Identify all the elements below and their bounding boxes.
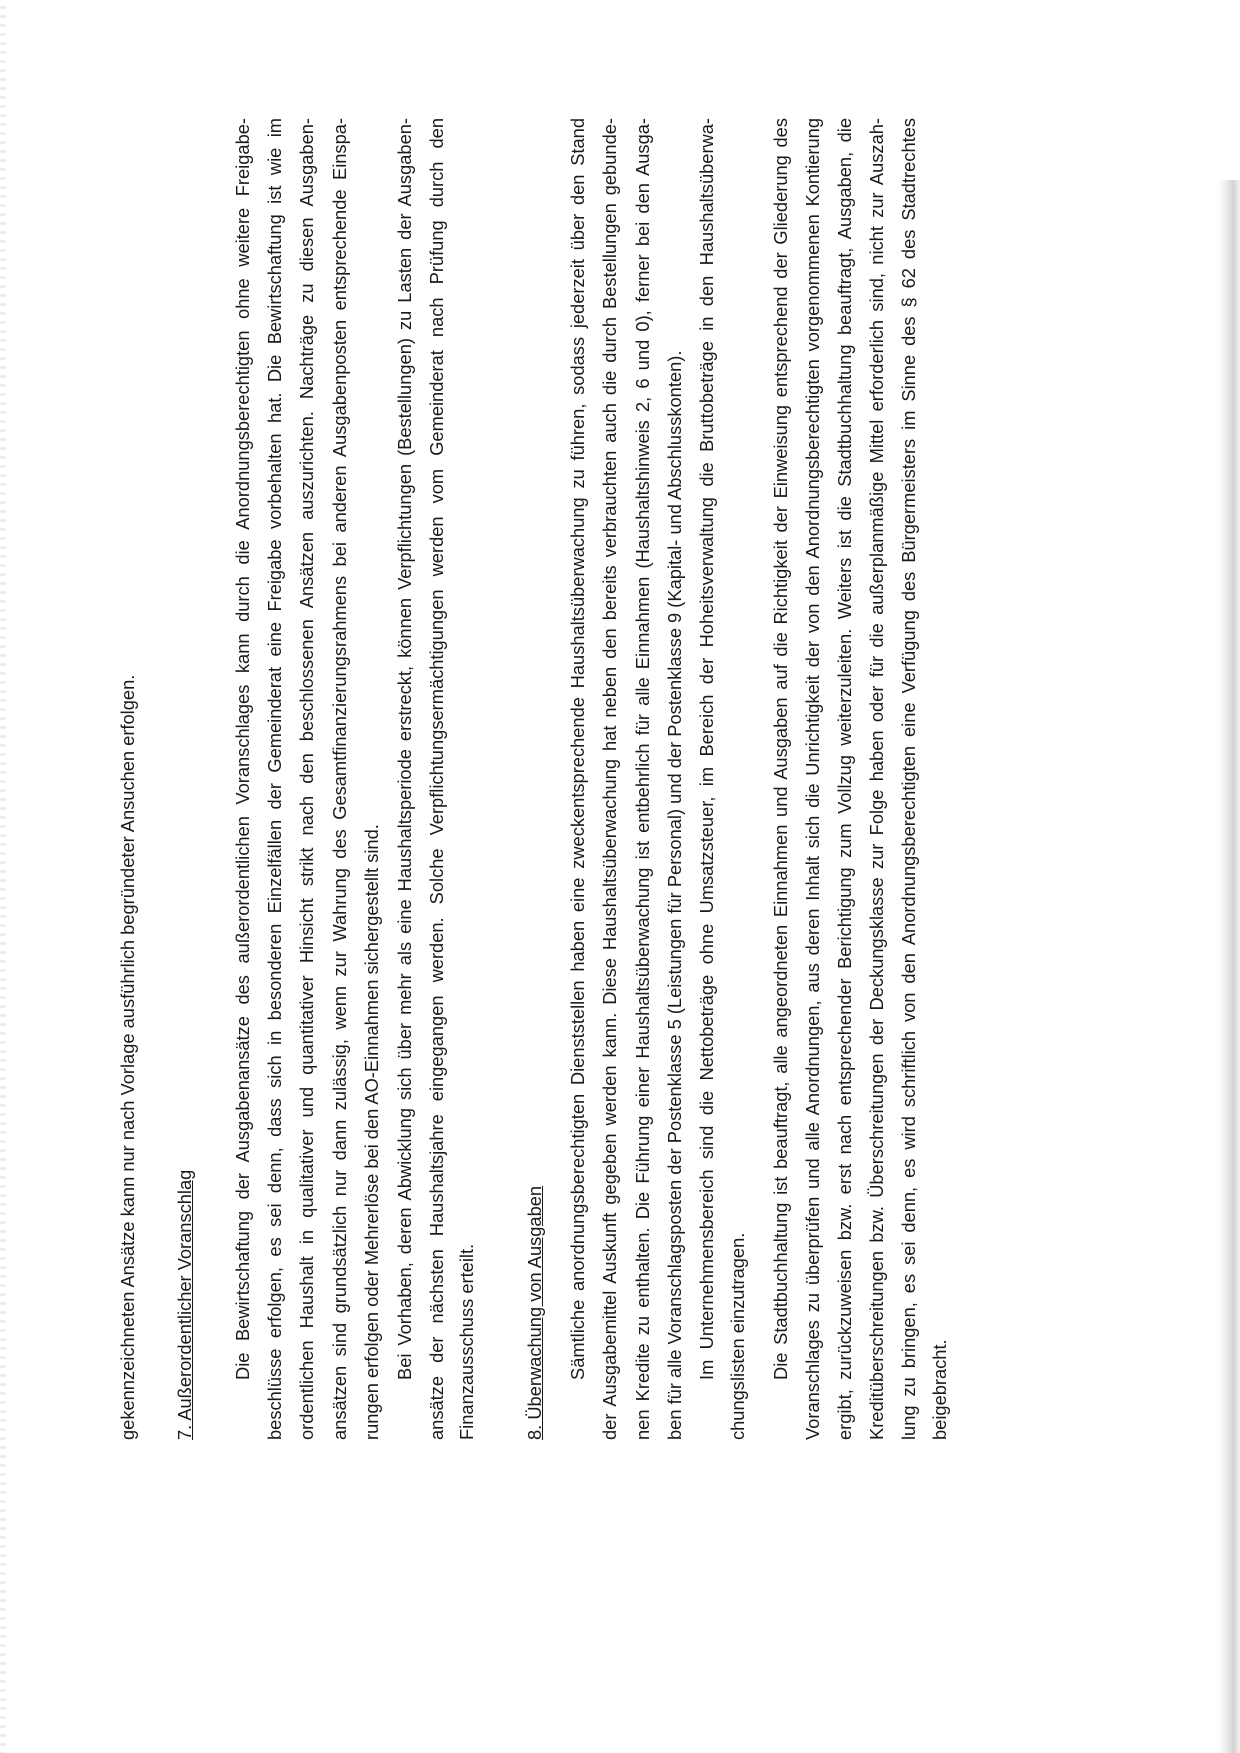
paragraph-line: Im Unternehmensbereich sind die Nettobeträge ohne Umsatzsteuer, im Bereich der Hoheitsverwaltung die Bruttobeträge in den Haushaltsüberwa- (696, 118, 717, 1380)
paragraph-line: der Ausgabemittel Auskunft gegeben werden kann. Diese Haushaltsüberwachung hat neben den bereits verbrauchten auch die durch Bestellungen gebunde- (599, 118, 620, 1440)
paragraph-line: ergibt, zurückzuweisen bzw. erst nach entsprechender Berichtigung zum Vollzug weiterzuleiten. Weiters ist die Stadtbuchhaltung beauftragt, Ausgaben, die (834, 118, 855, 1440)
paragraph-line: ansätzen sind grundsätzlich nur dann zulässig, wenn zur Wahrung des Gesamtfinanzierungsrahmens bei anderen Ausgabenposten entsprechende Einspa- (329, 118, 350, 1440)
section-heading: 8. Überwachung von Ausgaben (524, 1185, 545, 1440)
paragraph-line: beigebracht. (929, 1339, 950, 1440)
paragraph-line: Die Bewirtschaftung der Ausgabenansätze des außerordentlichen Voranschlages kann durch die Anordnungsberechtigten ohne weitere Freigabe- (232, 118, 253, 1380)
paragraph-line: ordentlichen Haushalt in qualitativer und quantitativer Hinsicht strikt nach den beschlossenen Ansätzen auszurichten. Nachträge zu diesen Ausgaben- (296, 118, 317, 1440)
paragraph-line: Sämtliche anordnungsberechtigten Dienststellen haben eine zweckentsprechende Haushaltsüberwachung zu führen, sodass jederzeit über den Stand (567, 118, 588, 1380)
paragraph-line: chungslisten einzutragen. (727, 1232, 748, 1440)
paragraph-line: rungen erfolgen oder Mehrerlöse bei den AO-Einnahmen sichergestellt sind. (361, 824, 382, 1440)
paragraph-line: Die Stadtbuchhaltung ist beauftragt, alle angeordneten Einnahmen und Ausgaben auf die Richtigkeit der Einweisung entsprechend der Gliederung des (770, 118, 791, 1380)
paragraph-line: Voranschlages zu überprüfen und alle Anordnungen, aus deren Inhalt sich die Unrichtigkeit der von den Anordnungsberechtigten vorgenommenen Kontierung (802, 118, 823, 1440)
paragraph-line: Kreditüberschreitungen bzw. Überschreitungen der Deckungsklasse zur Folge haben oder für die außerplanmäßige Mittel erforderlich sind, nicht zur Auszah- (866, 118, 887, 1440)
section-heading: 7. Außerordentlicher Voranschlag (174, 1169, 195, 1440)
paragraph-line: ben für alle Voranschlagsposten der Postenklasse 5 (Leistungen für Personal) und der Postenklasse 9 (Kapital- und Abschlusskonten). (664, 350, 685, 1440)
paragraph-line: Finanzausschuss erteilt. (456, 1243, 477, 1440)
paragraph-line: nen Kredite zu enthalten. Die Führung einer Haushaltsüberwachung ist entbehrlich für alle Einnahmen (Haushaltshinweis 2, 6 und 0), ferner bei den Ausga- (632, 118, 653, 1440)
paragraph-line: ansätze der nächsten Haushaltsjahre eingegangen werden. Solche Verpflichtungsermächtigungen werden vom Gemeinderat nach Prüfung durch den (426, 118, 447, 1440)
paragraph-line: lung zu bringen, es sei denn, es wird schriftlich von den Anordnungsberechtigten eine Verfügung des Bürgermeisters im Sinne des § 62 des Stadtrechtes (898, 118, 919, 1440)
intro-line: gekennzeichneten Ansätze kann nur nach Vorlage ausführlich begründeter Ansuchen erfolgen. (117, 674, 138, 1440)
paragraph-line: Bei Vorhaben, deren Abwicklung sich über mehr als eine Haushaltsperiode erstreckt, können Verpflichtungen (Bestellungen) zu Lasten der Ausgaben- (394, 118, 415, 1380)
paragraph-line: beschlüsse erfolgen, es sei denn, dass sich in besonderen Einzelfällen der Gemeinderat eine Freigabe vorbehalten hat. Die Bewirtschaftung ist wie im (264, 118, 285, 1440)
